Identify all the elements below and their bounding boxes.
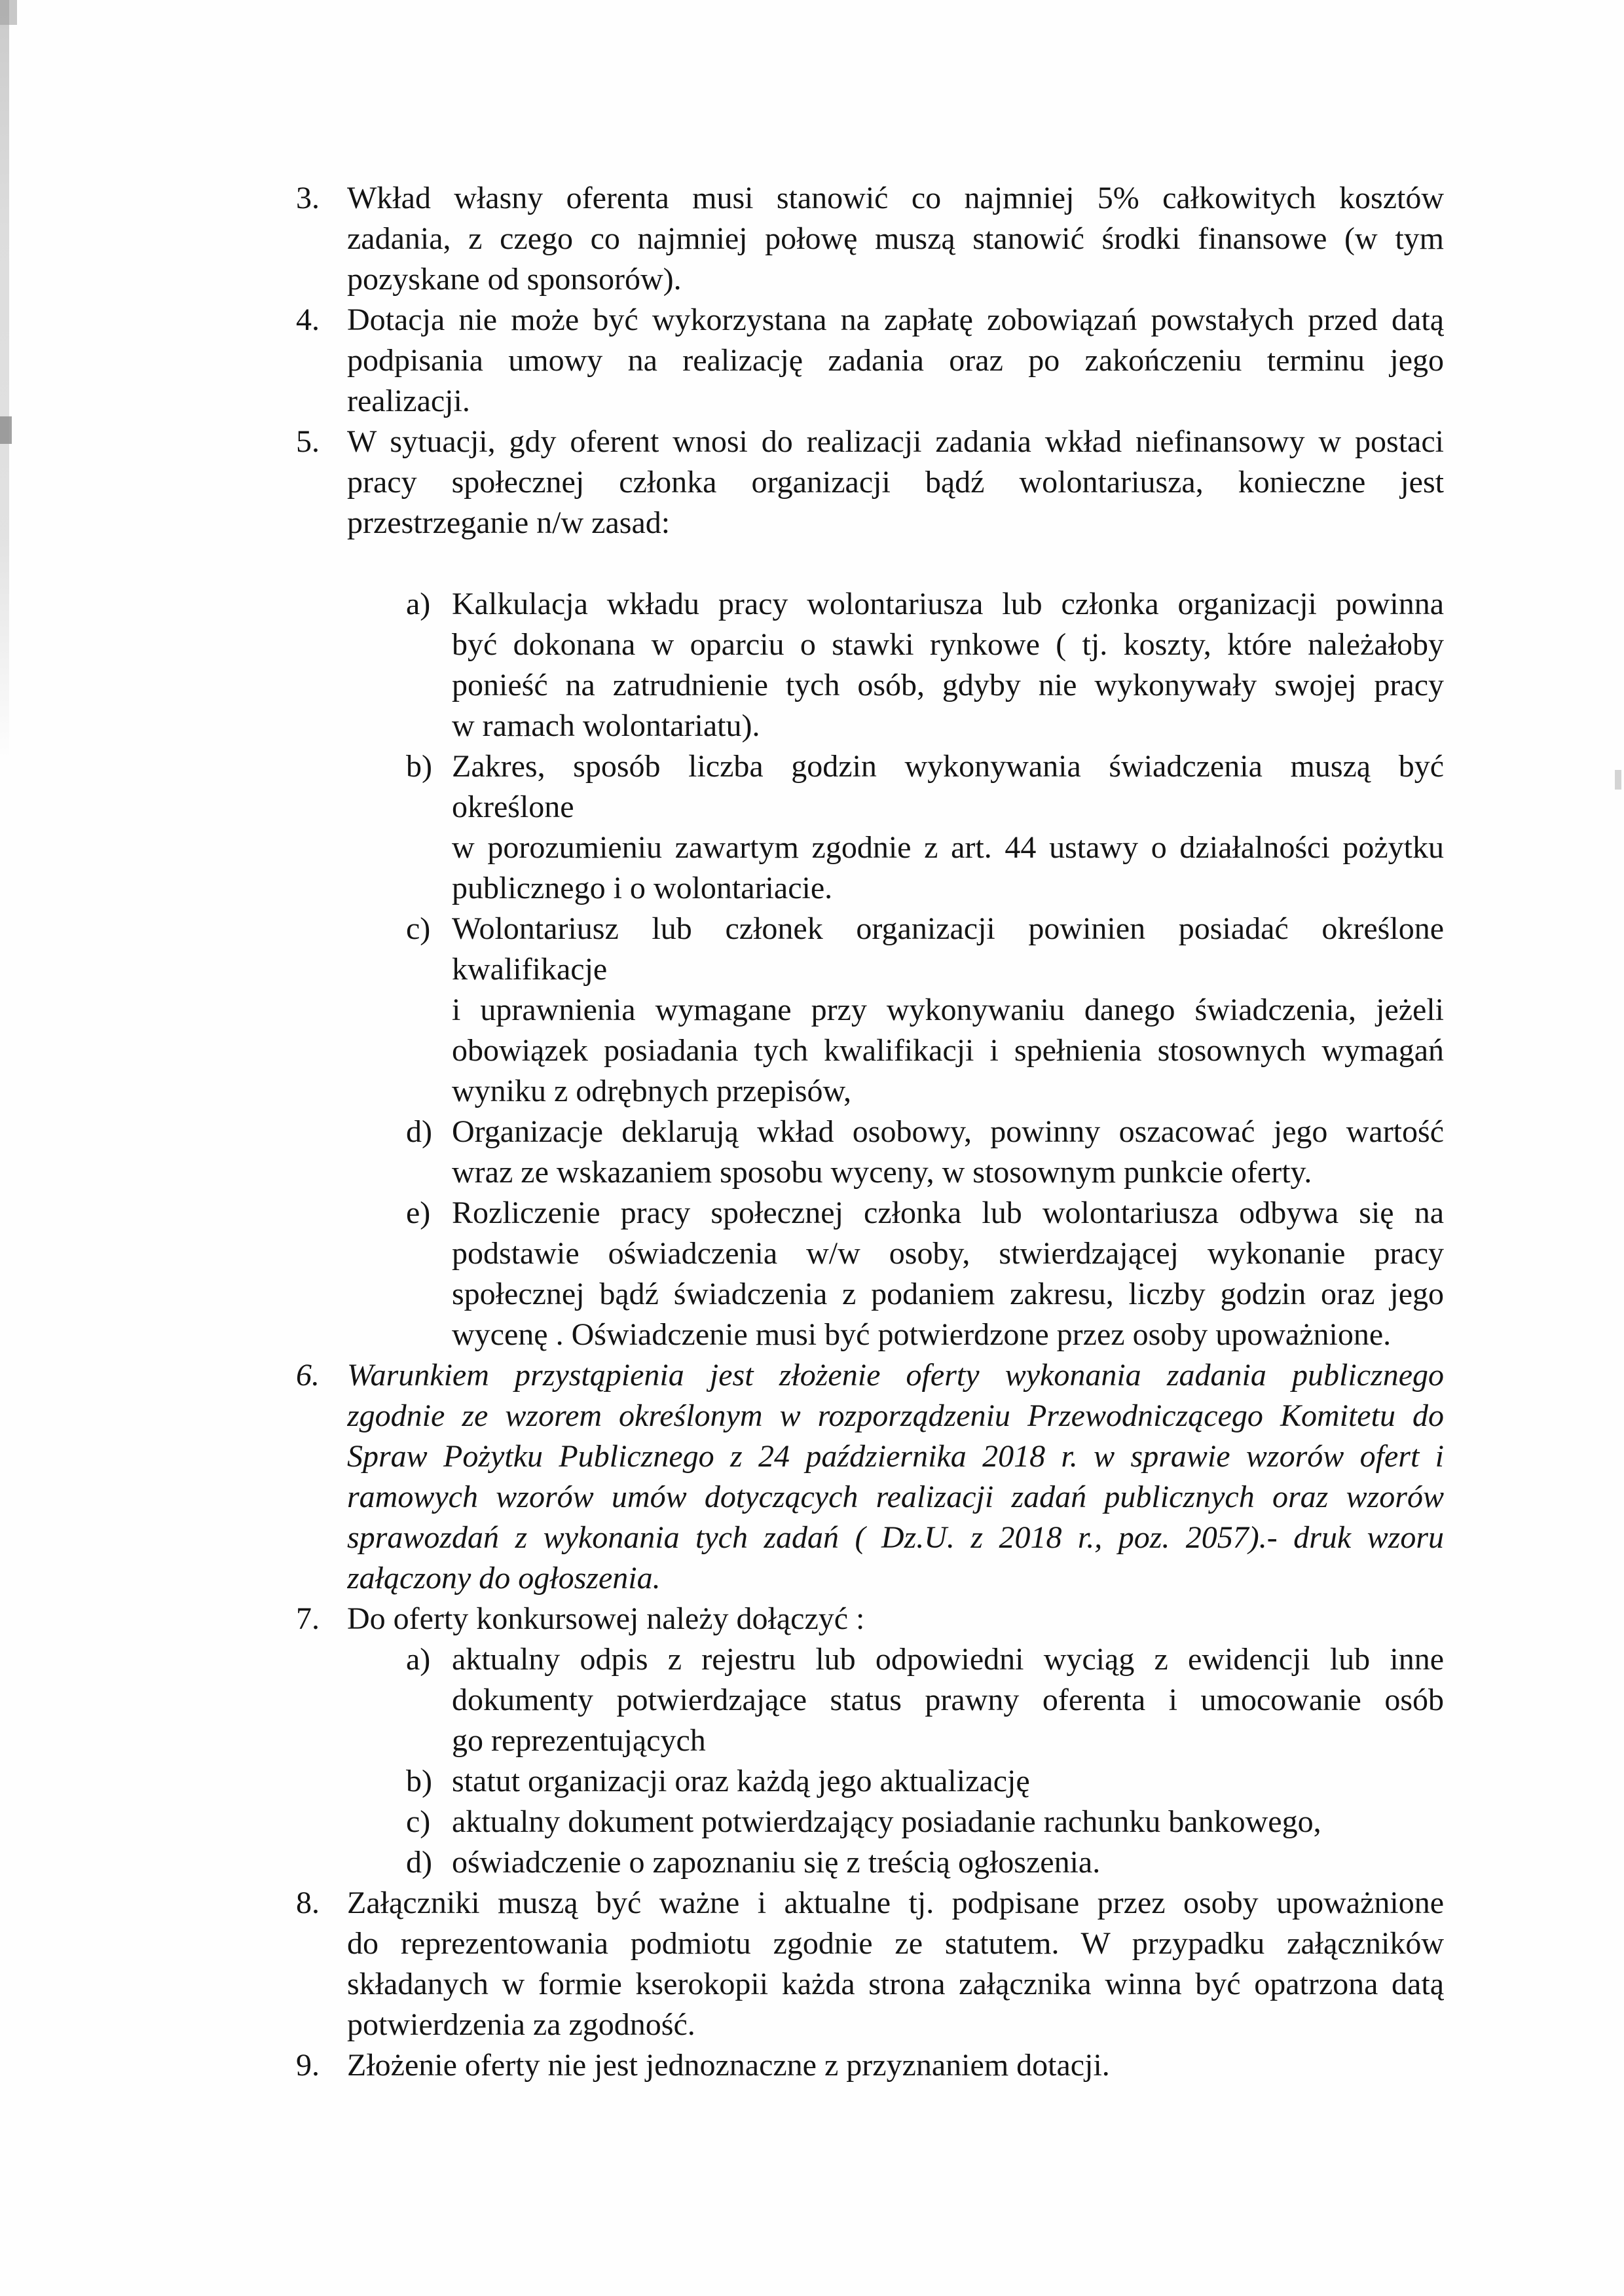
paragraph: [452, 1761, 1444, 1802]
paragraph: [452, 1193, 1444, 1355]
text-line: pracy społecznej członka organizacji bądź wolontariusza, konieczne jest: [347, 465, 1444, 500]
list-item: [0, 1193, 1624, 1355]
paragraph: [452, 746, 1444, 909]
paragraph: [452, 909, 1444, 1112]
list-item: [0, 1599, 1624, 1639]
text-line: aktualny odpis z rejestru lub odpowiedni wyciąg z ewidencji lub inne: [452, 1642, 1444, 1677]
list-item: [0, 178, 1624, 300]
text-line: obowiązek posiadania tych kwalifikacji i spełnienia stosownych wymagań: [452, 1033, 1444, 1068]
list-item-marker: 9.: [296, 2048, 320, 2083]
list-item: [0, 2045, 1624, 2086]
text-line: ponieść na zatrudnienie tych osób, gdyby nie wykonywały swojej pracy: [452, 668, 1444, 702]
list-item-marker: 6.: [296, 1358, 320, 1393]
text-line: Kalkulacja wkładu pracy wolontariusza lub członka organizacji powinna: [452, 587, 1444, 621]
list-item-marker: 7.: [296, 1601, 320, 1636]
text-line: Warunkiem przystąpienia jest złożenie oferty wykonania zadania publicznego: [347, 1358, 1444, 1393]
list-item: [0, 1761, 1624, 1802]
list-item: [0, 1883, 1624, 2045]
text-line: ramowych wzorów umów dotyczących realizacji zadań publicznych oraz wzorów: [347, 1480, 1444, 1514]
text-line: W sytuacji, gdy oferent wnosi do realizacji zadania wkład niefinansowy w postaci: [347, 424, 1444, 459]
text-line: do reprezentowania podmiotu zgodnie ze statutem. W przypadku załączników: [347, 1926, 1444, 1961]
paragraph: [452, 584, 1444, 746]
text-line: wraz ze wskazaniem sposobu wyceny, w stosownym punkcie oferty.: [452, 1155, 1312, 1190]
list-item: [0, 584, 1624, 746]
list-item-marker: b): [406, 749, 432, 784]
text-line: wycenę . Oświadczenie musi być potwierdzone przez osoby upoważnione.: [452, 1317, 1392, 1352]
list-item-marker: 8.: [296, 1886, 320, 1920]
text-line: Rozliczenie pracy społecznej członka lub wolontariusza odbywa się na: [452, 1195, 1444, 1230]
text-line: w porozumieniu zawartym zgodnie z art. 44 ustawy o działalności pożytku: [452, 830, 1444, 865]
paragraph: [452, 1842, 1444, 1883]
text-line: Zakres, sposób liczba godzin wykonywania świadczenia muszą być: [452, 749, 1444, 784]
text-line: załączony do ogłoszenia.: [347, 1561, 661, 1595]
list-item: [0, 300, 1624, 422]
paragraph: [452, 1639, 1444, 1761]
list-item-marker: a): [406, 1642, 431, 1677]
text-line: i uprawnienia wymagane przy wykonywaniu danego świadczenia, jeżeli: [452, 993, 1444, 1027]
text-line: statut organizacji oraz każdą jego aktualizację: [452, 1764, 1030, 1798]
list-item-marker: b): [406, 1764, 432, 1798]
text-line: składanych w formie kserokopii każda strona załącznika winna być opatrzona datą: [347, 1967, 1444, 2001]
text-line: Dotacja nie może być wykorzystana na zapłatę zobowiązań powstałych przed datą: [347, 302, 1444, 337]
list-item-marker: a): [406, 587, 431, 621]
paragraph: [347, 1599, 1444, 1639]
paragraph: [347, 2045, 1444, 2086]
text-line: podpisania umowy na realizację zadania oraz po zakończeniu terminu jego: [347, 343, 1444, 378]
paragraph: [347, 1355, 1444, 1599]
list-item-marker: e): [406, 1195, 431, 1230]
text-line: pozyskane od sponsorów).: [347, 262, 682, 297]
text-line: dokumenty potwierdzające status prawny oferenta i umocowanie osób: [452, 1683, 1444, 1717]
list-item: [0, 422, 1624, 543]
text-line: Załączniki muszą być ważne i aktualne tj. podpisane przez osoby upoważnione: [347, 1886, 1444, 1920]
text-line: go reprezentujących: [452, 1723, 706, 1758]
text-line: być dokonana w oparciu o stawki rynkowe ( tj. koszty, które należałoby: [452, 627, 1444, 662]
text-line: podstawie oświadczenia w/w osoby, stwierdzającej wykonanie pracy: [452, 1236, 1444, 1271]
list-item-marker: d): [406, 1114, 432, 1149]
list-item: [0, 746, 1624, 909]
text-line: społecznej bądź świadczenia z podaniem zakresu, liczby godzin oraz jego: [452, 1277, 1444, 1311]
list-item: [0, 909, 1624, 1112]
paragraph: [452, 1112, 1444, 1193]
paragraph: [347, 1883, 1444, 2045]
list-item-marker: c): [406, 911, 431, 946]
list-item: [0, 1639, 1624, 1761]
scan-artifact-corner-notch: [0, 0, 17, 25]
text-line: aktualny dokument potwierdzający posiadanie rachunku bankowego,: [452, 1804, 1321, 1839]
text-line: zadania, z czego co najmniej połowę muszą stanowić środki finansowe (w tym: [347, 221, 1444, 256]
text-line: Organizacje deklarują wkład osobowy, powinny oszacować jego wartość: [452, 1114, 1444, 1149]
list-item: [0, 1355, 1624, 1599]
text-line: realizacji.: [347, 384, 470, 418]
paragraph: [347, 422, 1444, 543]
list-item-marker: 5.: [296, 424, 320, 459]
list-item: [0, 1112, 1624, 1193]
paragraph: [347, 300, 1444, 422]
text-line: wyniku z odrębnych przepisów,: [452, 1074, 852, 1108]
text-line: Spraw Pożytku Publicznego z 24 października 2018 r. w sprawie wzorów ofert i: [347, 1439, 1444, 1474]
text-line: Wolontariusz lub członek organizacji powinien posiadać określone: [452, 911, 1444, 946]
text-line: Złożenie oferty nie jest jednoznaczne z przyznaniem dotacji.: [347, 2048, 1110, 2083]
text-line: określone: [452, 790, 574, 824]
paragraph: [452, 1802, 1444, 1842]
text-line: przestrzeganie n/w zasad:: [347, 505, 671, 540]
text-line: Wkład własny oferenta musi stanowić co najmniej 5% całkowitych kosztów: [347, 181, 1444, 215]
list-item-marker: 3.: [296, 181, 320, 215]
list-item-marker: d): [406, 1845, 432, 1880]
list-item: [0, 1802, 1624, 1842]
text-line: sprawozdań z wykonania tych zadań ( Dz.U. z 2018 r., poz. 2057).- druk wzoru: [347, 1520, 1444, 1555]
text-line: publicznego i o wolontariacie.: [452, 871, 833, 905]
list-item-marker: c): [406, 1804, 431, 1839]
text-line: oświadczenie o zapoznaniu się z treścią ogłoszenia.: [452, 1845, 1101, 1880]
text-line: kwalifikacje: [452, 952, 608, 987]
text-line: Do oferty konkursowej należy dołączyć :: [347, 1601, 865, 1636]
numbered-list: [0, 178, 1624, 2086]
text-line: w ramach wolontariatu).: [452, 708, 760, 743]
text-line: potwierdzenia za zgodność.: [347, 2007, 695, 2042]
paragraph: [347, 178, 1444, 300]
text-line: zgodnie ze wzorem określonym w rozporządzeniu Przewodniczącego Komitetu do: [347, 1398, 1444, 1433]
list-item: [0, 1842, 1624, 1883]
list-item-marker: 4.: [296, 302, 320, 337]
